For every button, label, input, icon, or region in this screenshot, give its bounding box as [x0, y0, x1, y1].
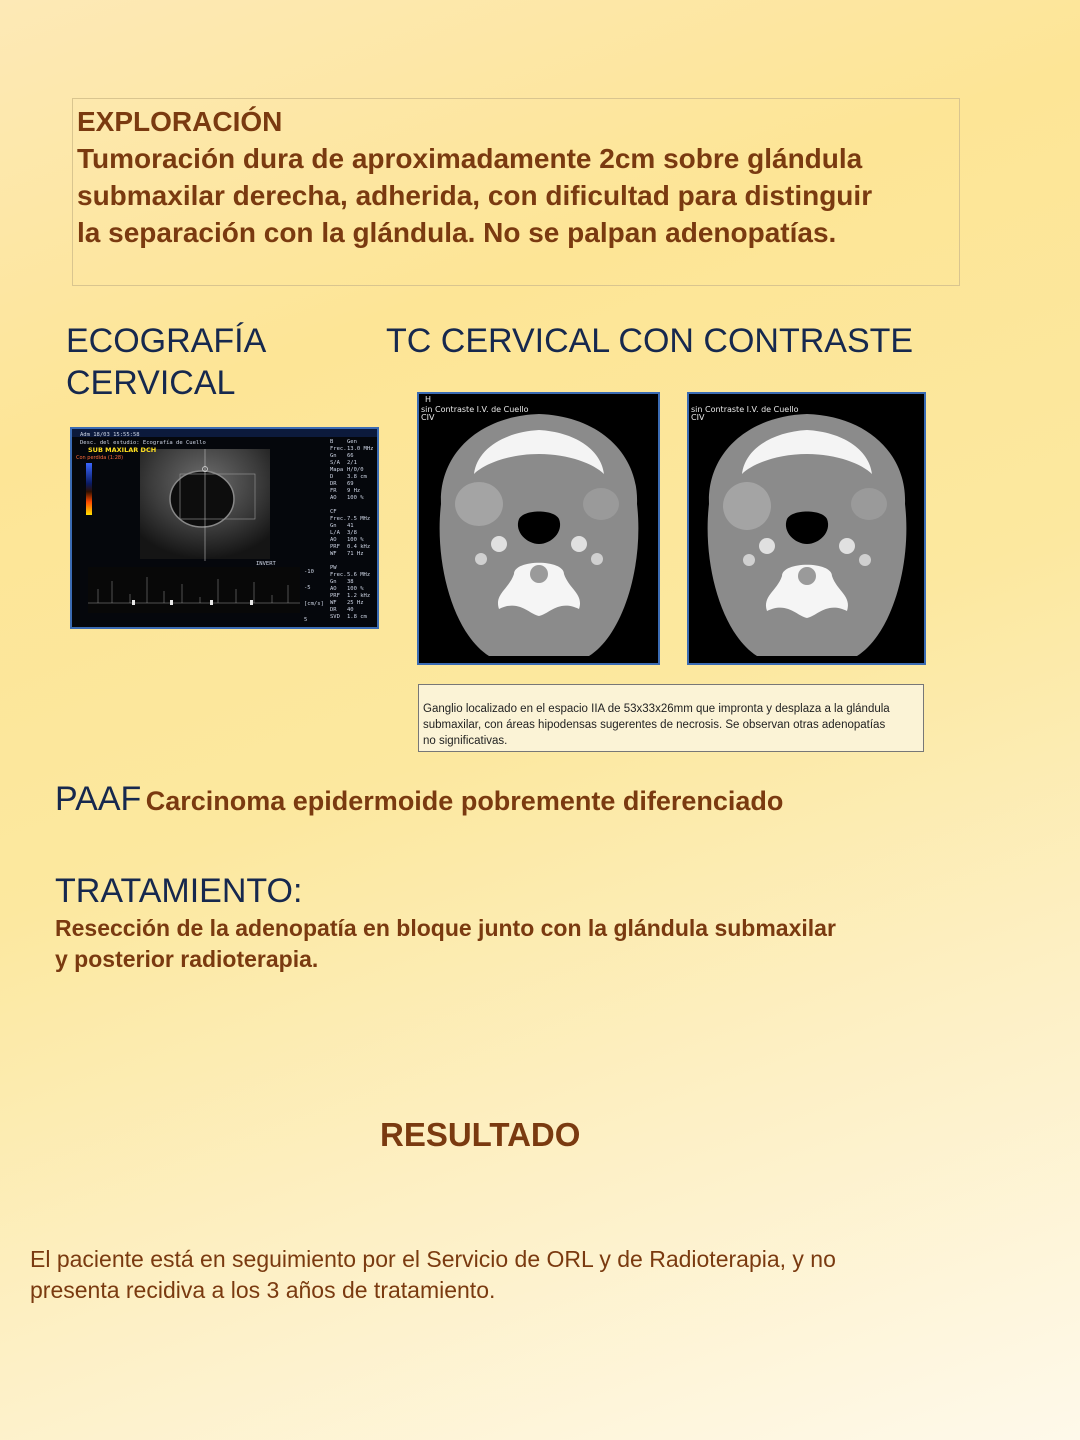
svg-text:3/8: 3/8 [347, 530, 357, 536]
svg-text:40: 40 [347, 607, 354, 613]
svg-text:100 %: 100 % [347, 495, 364, 501]
ct-label-civ: CIV [691, 413, 705, 422]
svg-text:H: H [425, 395, 432, 404]
ct-caption-line: Ganglio localizado en el espacio IIA de 53x33x26mm que impronta y desplaza a la glándula [423, 703, 890, 715]
svg-text:9 Hz: 9 Hz [347, 488, 361, 494]
svg-text:25 Hz: 25 Hz [347, 600, 364, 606]
exploracion-line: submaxilar derecha, adherida, con dificultad para distinguir [77, 180, 873, 211]
svg-text:Mapa: Mapa [330, 467, 344, 473]
svg-text:Adm 18/03 15:55:58: Adm 18/03 15:55:58 [80, 432, 140, 438]
svg-text:1.2 kHz: 1.2 kHz [347, 593, 371, 599]
ct-image-right [687, 392, 926, 665]
svg-text:3.8 cm: 3.8 cm [347, 474, 367, 480]
tratamiento-text [55, 913, 836, 975]
paaf-row [55, 780, 783, 819]
ecografia-heading [66, 320, 266, 404]
svg-text:CF: CF [330, 509, 337, 515]
svg-text:SVD: SVD [330, 614, 340, 620]
ct-caption [418, 684, 924, 752]
svg-text:AO: AO [330, 586, 337, 592]
resultado-line: presenta recidiva a los 3 años de tratamiento. [30, 1277, 496, 1303]
ecografia-heading-line: ECOGRAFÍA [66, 322, 267, 360]
svg-text:PRF: PRF [330, 593, 340, 599]
svg-text:AO: AO [330, 537, 337, 543]
exploracion-box [72, 98, 960, 286]
svg-text:PRF: PRF [330, 544, 340, 550]
svg-text:DR: DR [330, 607, 337, 613]
svg-text:13.0 MHz: 13.0 MHz [347, 446, 374, 452]
ct-graphic-left [419, 394, 658, 663]
svg-text:2/1: 2/1 [347, 460, 357, 466]
svg-text:66: 66 [347, 453, 354, 459]
ultrasound-graphic [72, 429, 377, 627]
svg-text:Frec.: Frec. [330, 572, 347, 578]
ct-image-left [417, 392, 660, 665]
svg-text:WF: WF [330, 551, 337, 557]
ultrasound-image [70, 427, 379, 629]
svg-text:5.6 MHz: 5.6 MHz [347, 572, 371, 578]
ct-label: sin Contraste I.V. de Cuello [691, 405, 799, 414]
svg-text:Frec.: Frec. [330, 446, 347, 452]
ct-label-civ: CIV [421, 413, 435, 422]
svg-text:[cm/s]: [cm/s] [304, 601, 324, 607]
svg-text:69: 69 [347, 481, 354, 487]
svg-text:PW: PW [330, 565, 337, 571]
svg-text:Gn: Gn [330, 523, 337, 529]
tratamiento-line: Resección de la adenopatía en bloque junto con la glándula submaxilar [55, 915, 836, 941]
svg-text:L/A: L/A [330, 530, 340, 536]
svg-text:DR: DR [330, 481, 337, 487]
exploracion-line: Tumoración dura de aproximadamente 2cm sobre glándula [77, 143, 863, 174]
svg-text:Gn: Gn [330, 579, 337, 585]
svg-text:D: D [330, 474, 334, 480]
svg-text:41: 41 [347, 523, 354, 529]
svg-text:H/0/0: H/0/0 [347, 467, 364, 473]
svg-text:FR: FR [330, 488, 337, 494]
tc-heading: TC CERVICAL CON CONTRASTE [386, 322, 914, 360]
ct-caption-line: no significativas. [423, 735, 508, 747]
svg-text:Gn: Gn [330, 453, 337, 459]
resultado-text [30, 1244, 836, 1306]
svg-text:S/A: S/A [330, 460, 340, 466]
ct-caption-line: submaxilar, con áreas hipodensas sugerentes de necrosis. Se observan otras adenopatías [423, 719, 886, 731]
svg-text:B: B [330, 439, 334, 445]
svg-text:Frec.: Frec. [330, 516, 347, 522]
ultrasound-invert-label: INVERT [256, 561, 276, 567]
svg-text:-10: -10 [304, 569, 314, 575]
ct-graphic-right [689, 394, 924, 663]
ct-label: sin Contraste I.V. de Cuello [421, 405, 529, 414]
resultado-heading: RESULTADO [380, 1116, 581, 1153]
svg-text:1.8 cm: 1.8 cm [347, 614, 367, 620]
exploracion-title: EXPLORACIÓN [77, 106, 283, 137]
svg-text:AO: AO [330, 495, 337, 501]
svg-text:7.5 MHz: 7.5 MHz [347, 516, 371, 522]
svg-text:100 %: 100 % [347, 586, 364, 592]
tratamiento-heading: TRATAMIENTO: [55, 872, 303, 910]
ultrasound-label: SUB MAXILAR DCH [88, 446, 157, 454]
svg-text:-5: -5 [304, 585, 311, 591]
svg-text:5: 5 [304, 617, 308, 623]
paaf-text: Carcinoma epidermoide pobremente diferenciado [145, 786, 784, 816]
svg-text:WF: WF [330, 600, 337, 606]
svg-text:Con perdida (1:28): Con perdida (1:28) [76, 455, 124, 461]
svg-text:100 %: 100 % [347, 537, 364, 543]
svg-text:Gen: Gen [347, 439, 357, 445]
svg-text:38: 38 [347, 579, 354, 585]
svg-text:0.4 kHz: 0.4 kHz [347, 544, 371, 550]
ecografia-heading-line: CERVICAL [66, 364, 236, 402]
paaf-label: PAAF [55, 780, 142, 818]
svg-text:71 Hz: 71 Hz [347, 551, 364, 557]
tratamiento-line: y posterior radioterapia. [55, 946, 319, 972]
resultado-line: El paciente está en seguimiento por el Servicio de ORL y de Radioterapia, y no [30, 1246, 836, 1272]
svg-text:Desc. del estudio: Ecografía d: Desc. del estudio: Ecografía de Cuello [80, 440, 206, 446]
exploracion-line: la separación con la glándula. No se palpan adenopatías. [77, 217, 837, 248]
